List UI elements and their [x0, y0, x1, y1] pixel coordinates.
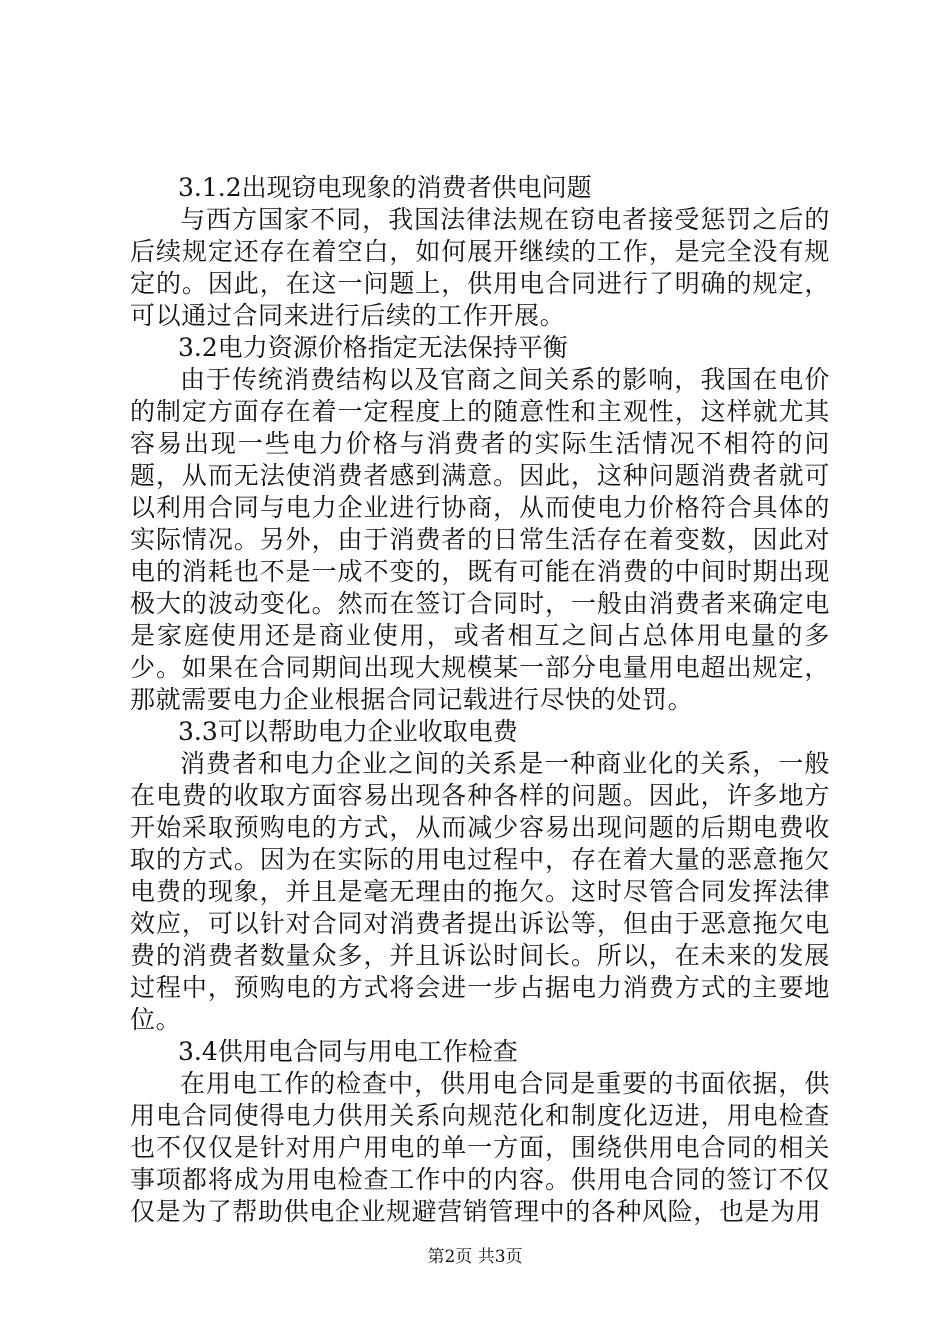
section-paragraph: 由于传统消费结构以及官商之间关系的影响，我国在电价的制定方面存在着一定程度上的随意性和主观性，这样就尤其容易出现一些电力价格与消费者的实际生活情况不相符的问题，从而无法使消费者感到满意。因此，这种问题消费者就可以利用合同与电力企业进行协商，从而使电力价格符合具体的实际情况。另外，由于消费者的日常生活存在着变数，因此对电的消耗也不是一成不变的，既有可能在消费的中间时期出现极大的波动变化。然而在签订合同时，一般由消费者来确定电是家庭使用还是商业使用，或者相互之间占总体用电量的多少。如果在合同期间出现大规模某一部分电量用电超出规定，那就需要电力企业根据合同记载进行尽快的处罚。	[130, 365, 830, 714]
document-body	[130, 172, 830, 1228]
section-heading: 3.2电力资源价格指定无法保持平衡	[178, 333, 568, 362]
page-number: 第2页 共3页	[427, 1247, 523, 1267]
section-paragraph: 与西方国家不同，我国法律法规在窃电者接受惩罚之后的后续规定还存在着空白，如何展开继续的工作，是完全没有规定的。因此，在这一问题上，供用电合同进行了明确的规定，可以通过合同来进行后续的工作开展。	[130, 205, 830, 330]
section-heading: 3.4供用电合同与用电工作检查	[178, 1037, 518, 1066]
section-paragraph: 消费者和电力企业之间的关系是一种商业化的关系，一般在电费的收取方面容易出现各种各样的问题。因此，许多地方开始采取预购电的方式，从而减少容易出现问题的后期电费收取的方式。因为在实际的用电过程中，存在着大量的恶意拖欠电费的现象，并且是毫无理由的拖欠。这时尽管合同发挥法律效应，可以针对合同对消费者提出诉讼等，但由于恶意拖欠电费的消费者数量众多，并且诉讼时间长。所以，在未来的发展过程中，预购电的方式将会进一步占据电力消费方式的主要地位。	[130, 749, 830, 1034]
section-paragraph: 在用电工作的检查中，供用电合同是重要的书面依据，供用电合同使得电力供用关系向规范化和制度化迈进，用电检查也不仅仅是针对用户用电的单一方面，围绕供用电合同的相关事项都将成为用电检查工作中的内容。供用电合同的签订不仅仅是为了帮助供电企业规避营销管理中的各种风险，也是为用	[130, 1069, 830, 1226]
section-heading: 3.1.2出现窃电现象的消费者供电问题	[178, 173, 592, 202]
section-heading: 3.3可以帮助电力企业收取电费	[178, 717, 518, 746]
